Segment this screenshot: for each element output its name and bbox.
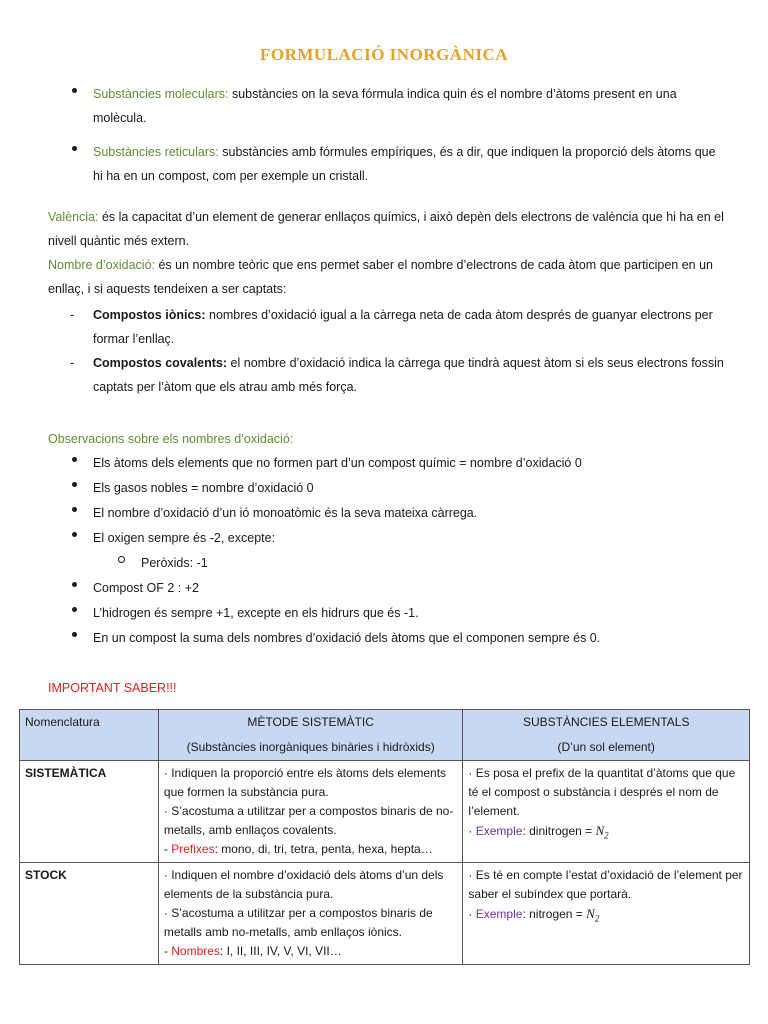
cell-line: · S’acostuma a utilitzar per a compostos binaris de no-metalls, amb enllaços covalents. <box>163 804 454 837</box>
row-name: STOCK <box>20 863 159 965</box>
key-text: : I, II, III, IV, V, VI, VII… <box>219 944 342 958</box>
key-text: : nitrogen = <box>522 907 587 921</box>
table-header-row <box>20 710 750 761</box>
observations-title: Observacions sobre els nombres d’oxidació: <box>48 432 294 446</box>
header-metode <box>158 710 463 761</box>
compounds-list <box>48 303 724 399</box>
oxidation-paragraph <box>48 253 724 301</box>
formula: $N_2$ <box>595 823 609 841</box>
page-title: FORMULACIÓ INORGÀNICA <box>259 45 509 64</box>
cell-line: · S’acostuma a utilitzar per a compostos binaris de metalls amb no-metalls, amb enllaços iònics. <box>163 906 433 939</box>
cell-line: · Indiquen la proporció entre els àtoms dels elements que formen la substància pura. <box>163 766 447 799</box>
cell-line: · Es té en compte l’estat d’oxidació de l’element per saber el subíndex que portarà. <box>468 868 743 901</box>
list-item: Els gasos nobles = nombre d’oxidació 0 <box>48 476 724 500</box>
substances-list <box>48 82 724 198</box>
term-label: Substàncies reticulars: <box>93 145 219 159</box>
cell-line: · Indiquen el nombre d’oxidació dels àtoms d’un dels elements de la substància pura. <box>163 868 444 901</box>
list-item <box>48 351 724 399</box>
dash: - <box>163 842 172 856</box>
cell-line <box>468 821 744 846</box>
header-elementals <box>463 710 750 761</box>
observations-list-more <box>48 576 724 650</box>
key-label: Exemple <box>475 907 523 921</box>
header-elementals-subtitle: (D’un sol element) <box>557 740 655 754</box>
term-definition: substàncies on la seva fórmula indica quin és el nombre d’àtoms present en una molècula. <box>93 87 677 125</box>
term-definition: nombres d’oxidació igual a la càrrega neta de cada àtom després de guanyar electrons per formar l’enllaç. <box>93 308 713 346</box>
list-item: L’hidrogen és sempre +1, excepte en els hidrurs que és -1. <box>48 601 724 625</box>
row-metode-cell <box>158 761 463 863</box>
list-item: Compost OF 2 : +2 <box>48 576 724 600</box>
observations-section <box>48 427 724 651</box>
term-definition: el nombre d’oxidació indica la càrrega que tindrà aquest àtom si els seus electrons fossin captats per l’àtom que els atrau amb més força. <box>93 356 724 394</box>
list-item: El nombre d’oxidació d’un ió monoatòmic és la seva mateixa càrrega. <box>48 501 724 525</box>
key-label: Exemple <box>475 824 523 838</box>
observations-list <box>48 451 724 550</box>
list-item <box>48 82 724 130</box>
table-row <box>20 863 750 965</box>
list-item: Peròxids: -1 <box>48 551 724 575</box>
header-metode-title: MÈTODE SISTEMÀTIC <box>247 715 374 729</box>
cell-line: · Es posa el prefix de la quantitat d’àtoms que que té el compost o substància i després el nom de l’element. <box>468 766 736 818</box>
term-definition: substàncies amb fórmules empíriques, és a dir, que indiquen la proporció dels àtoms que hi ha en un compost, com per exemple un cristall. <box>93 145 716 183</box>
row-metode-cell <box>158 863 463 965</box>
row-name: SISTEMÀTICA <box>20 761 159 863</box>
term-definition: és la capacitat d’un element de generar enllaços químics, i això depèn dels electrons de valència que hi ha en el nivell quàntic més extern. <box>48 210 724 248</box>
cell-line <box>164 840 458 859</box>
key-label: Nombres <box>171 944 220 958</box>
valencia-paragraph <box>48 205 724 253</box>
row-elementals-cell <box>463 761 750 863</box>
key-text: : mono, di, tri, tetra, penta, hexa, hepta… <box>214 842 433 856</box>
dot: · <box>468 907 476 921</box>
formula: $N_2$ <box>586 906 600 924</box>
observations-sublist <box>48 551 724 575</box>
header-metode-subtitle: (Substàncies inorgàniques binàries i hidròxids) <box>186 740 435 754</box>
row-elementals-cell <box>463 863 750 965</box>
term-label: Compostos iònics: <box>93 308 206 322</box>
term-definition: és un nombre teòric que ens permet saber el nombre d’electrons de cada àtom que participen en un enllaç, i si aquests tendeixen a ser captats: <box>48 258 713 296</box>
list-item: El oxigen sempre és -2, excepte: <box>48 526 724 550</box>
cell-line <box>164 942 458 961</box>
term-label: Compostos covalents: <box>93 356 228 370</box>
important-label: IMPORTANT SABER!!! <box>48 681 177 695</box>
header-elementals-title: SUBSTÀNCIES ELEMENTALS <box>522 715 690 729</box>
key-label: Prefixes <box>171 842 215 856</box>
term-label: Substàncies moleculars: <box>93 87 229 101</box>
header-nomenclatura: Nomenclatura <box>20 710 159 761</box>
cell-line <box>468 904 744 929</box>
list-item: En un compost la suma dels nombres d’oxidació dels àtoms que el componen sempre és 0. <box>48 626 724 650</box>
list-item: Els àtoms dels elements que no formen part d’un compost químic = nombre d’oxidació 0 <box>48 451 724 475</box>
definitions-section <box>48 205 724 399</box>
list-item <box>48 303 724 351</box>
dash: - <box>163 944 172 958</box>
term-label: València: <box>48 210 99 224</box>
dot: · <box>468 824 476 838</box>
list-item <box>48 140 724 188</box>
nomenclature-table <box>19 709 750 965</box>
table-row <box>20 761 750 863</box>
term-label: Nombre d’oxidació: <box>48 258 155 272</box>
key-text: : dinitrogen = <box>522 824 596 838</box>
